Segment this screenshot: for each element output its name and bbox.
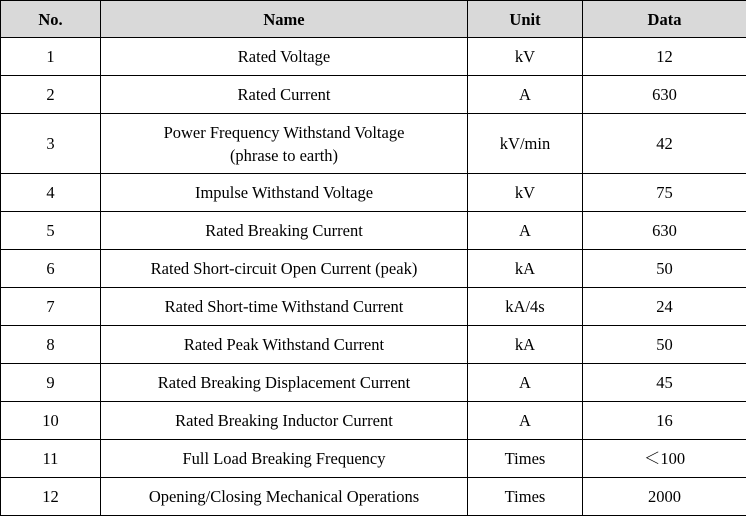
- cell-unit: A: [468, 212, 583, 250]
- table-row: [1, 212, 746, 250]
- cell-name: Rated Voltage: [101, 38, 468, 76]
- cell-name: Rated Short-circuit Open Current (peak): [101, 250, 468, 288]
- cell-data: 16: [583, 402, 746, 440]
- cell-unit: kA: [468, 326, 583, 364]
- table-row: [1, 250, 746, 288]
- cell-data: 75: [583, 174, 746, 212]
- cell-name: Rated Breaking Inductor Current: [101, 402, 468, 440]
- cell-no: 10: [1, 402, 101, 440]
- cell-no: 4: [1, 174, 101, 212]
- table-row: [1, 402, 746, 440]
- cell-name: Power Frequency Withstand Voltage (phrase to earth): [101, 114, 468, 174]
- cell-no: 2: [1, 76, 101, 114]
- cell-unit: kV: [468, 38, 583, 76]
- table-row: [1, 174, 746, 212]
- cell-data: ＜100: [583, 440, 746, 478]
- cell-no: 12: [1, 478, 101, 516]
- table-row: [1, 440, 746, 478]
- cell-unit: Times: [468, 440, 583, 478]
- cell-data: 50: [583, 250, 746, 288]
- table-row: [1, 76, 746, 114]
- cell-name: Opening/Closing Mechanical Operations: [101, 478, 468, 516]
- cell-unit: kA: [468, 250, 583, 288]
- cell-data: 12: [583, 38, 746, 76]
- cell-name: Rated Breaking Current: [101, 212, 468, 250]
- cell-unit: A: [468, 76, 583, 114]
- cell-data: 24: [583, 288, 746, 326]
- cell-unit: A: [468, 402, 583, 440]
- header-name: Name: [101, 1, 468, 38]
- cell-no: 6: [1, 250, 101, 288]
- cell-name: Impulse Withstand Voltage: [101, 174, 468, 212]
- cell-unit: kV: [468, 174, 583, 212]
- cell-unit: kV/min: [468, 114, 583, 174]
- cell-no: 1: [1, 38, 101, 76]
- cell-no: 7: [1, 288, 101, 326]
- cell-no: 9: [1, 364, 101, 402]
- cell-no: 11: [1, 440, 101, 478]
- header-row: [1, 1, 746, 38]
- cell-name: Rated Current: [101, 76, 468, 114]
- cell-no: 3: [1, 114, 101, 174]
- header-no: No.: [1, 1, 101, 38]
- cell-unit: kA/4s: [468, 288, 583, 326]
- table-row: [1, 364, 746, 402]
- cell-data: 630: [583, 212, 746, 250]
- cell-data: 45: [583, 364, 746, 402]
- table-row: [1, 326, 746, 364]
- cell-no: 5: [1, 212, 101, 250]
- cell-name: Rated Short-time Withstand Current: [101, 288, 468, 326]
- cell-name: Rated Peak Withstand Current: [101, 326, 468, 364]
- cell-data: 50: [583, 326, 746, 364]
- header-data: Data: [583, 1, 746, 38]
- cell-name: Rated Breaking Displacement Current: [101, 364, 468, 402]
- table-row: [1, 38, 746, 76]
- cell-no: 8: [1, 326, 101, 364]
- cell-unit: A: [468, 364, 583, 402]
- cell-unit: Times: [468, 478, 583, 516]
- table-row: [1, 288, 746, 326]
- table-row: [1, 478, 746, 516]
- cell-name: Full Load Breaking Frequency: [101, 440, 468, 478]
- header-unit: Unit: [468, 1, 583, 38]
- cell-data: 630: [583, 76, 746, 114]
- cell-data: 2000: [583, 478, 746, 516]
- cell-data: 42: [583, 114, 746, 174]
- table-row: [1, 114, 746, 174]
